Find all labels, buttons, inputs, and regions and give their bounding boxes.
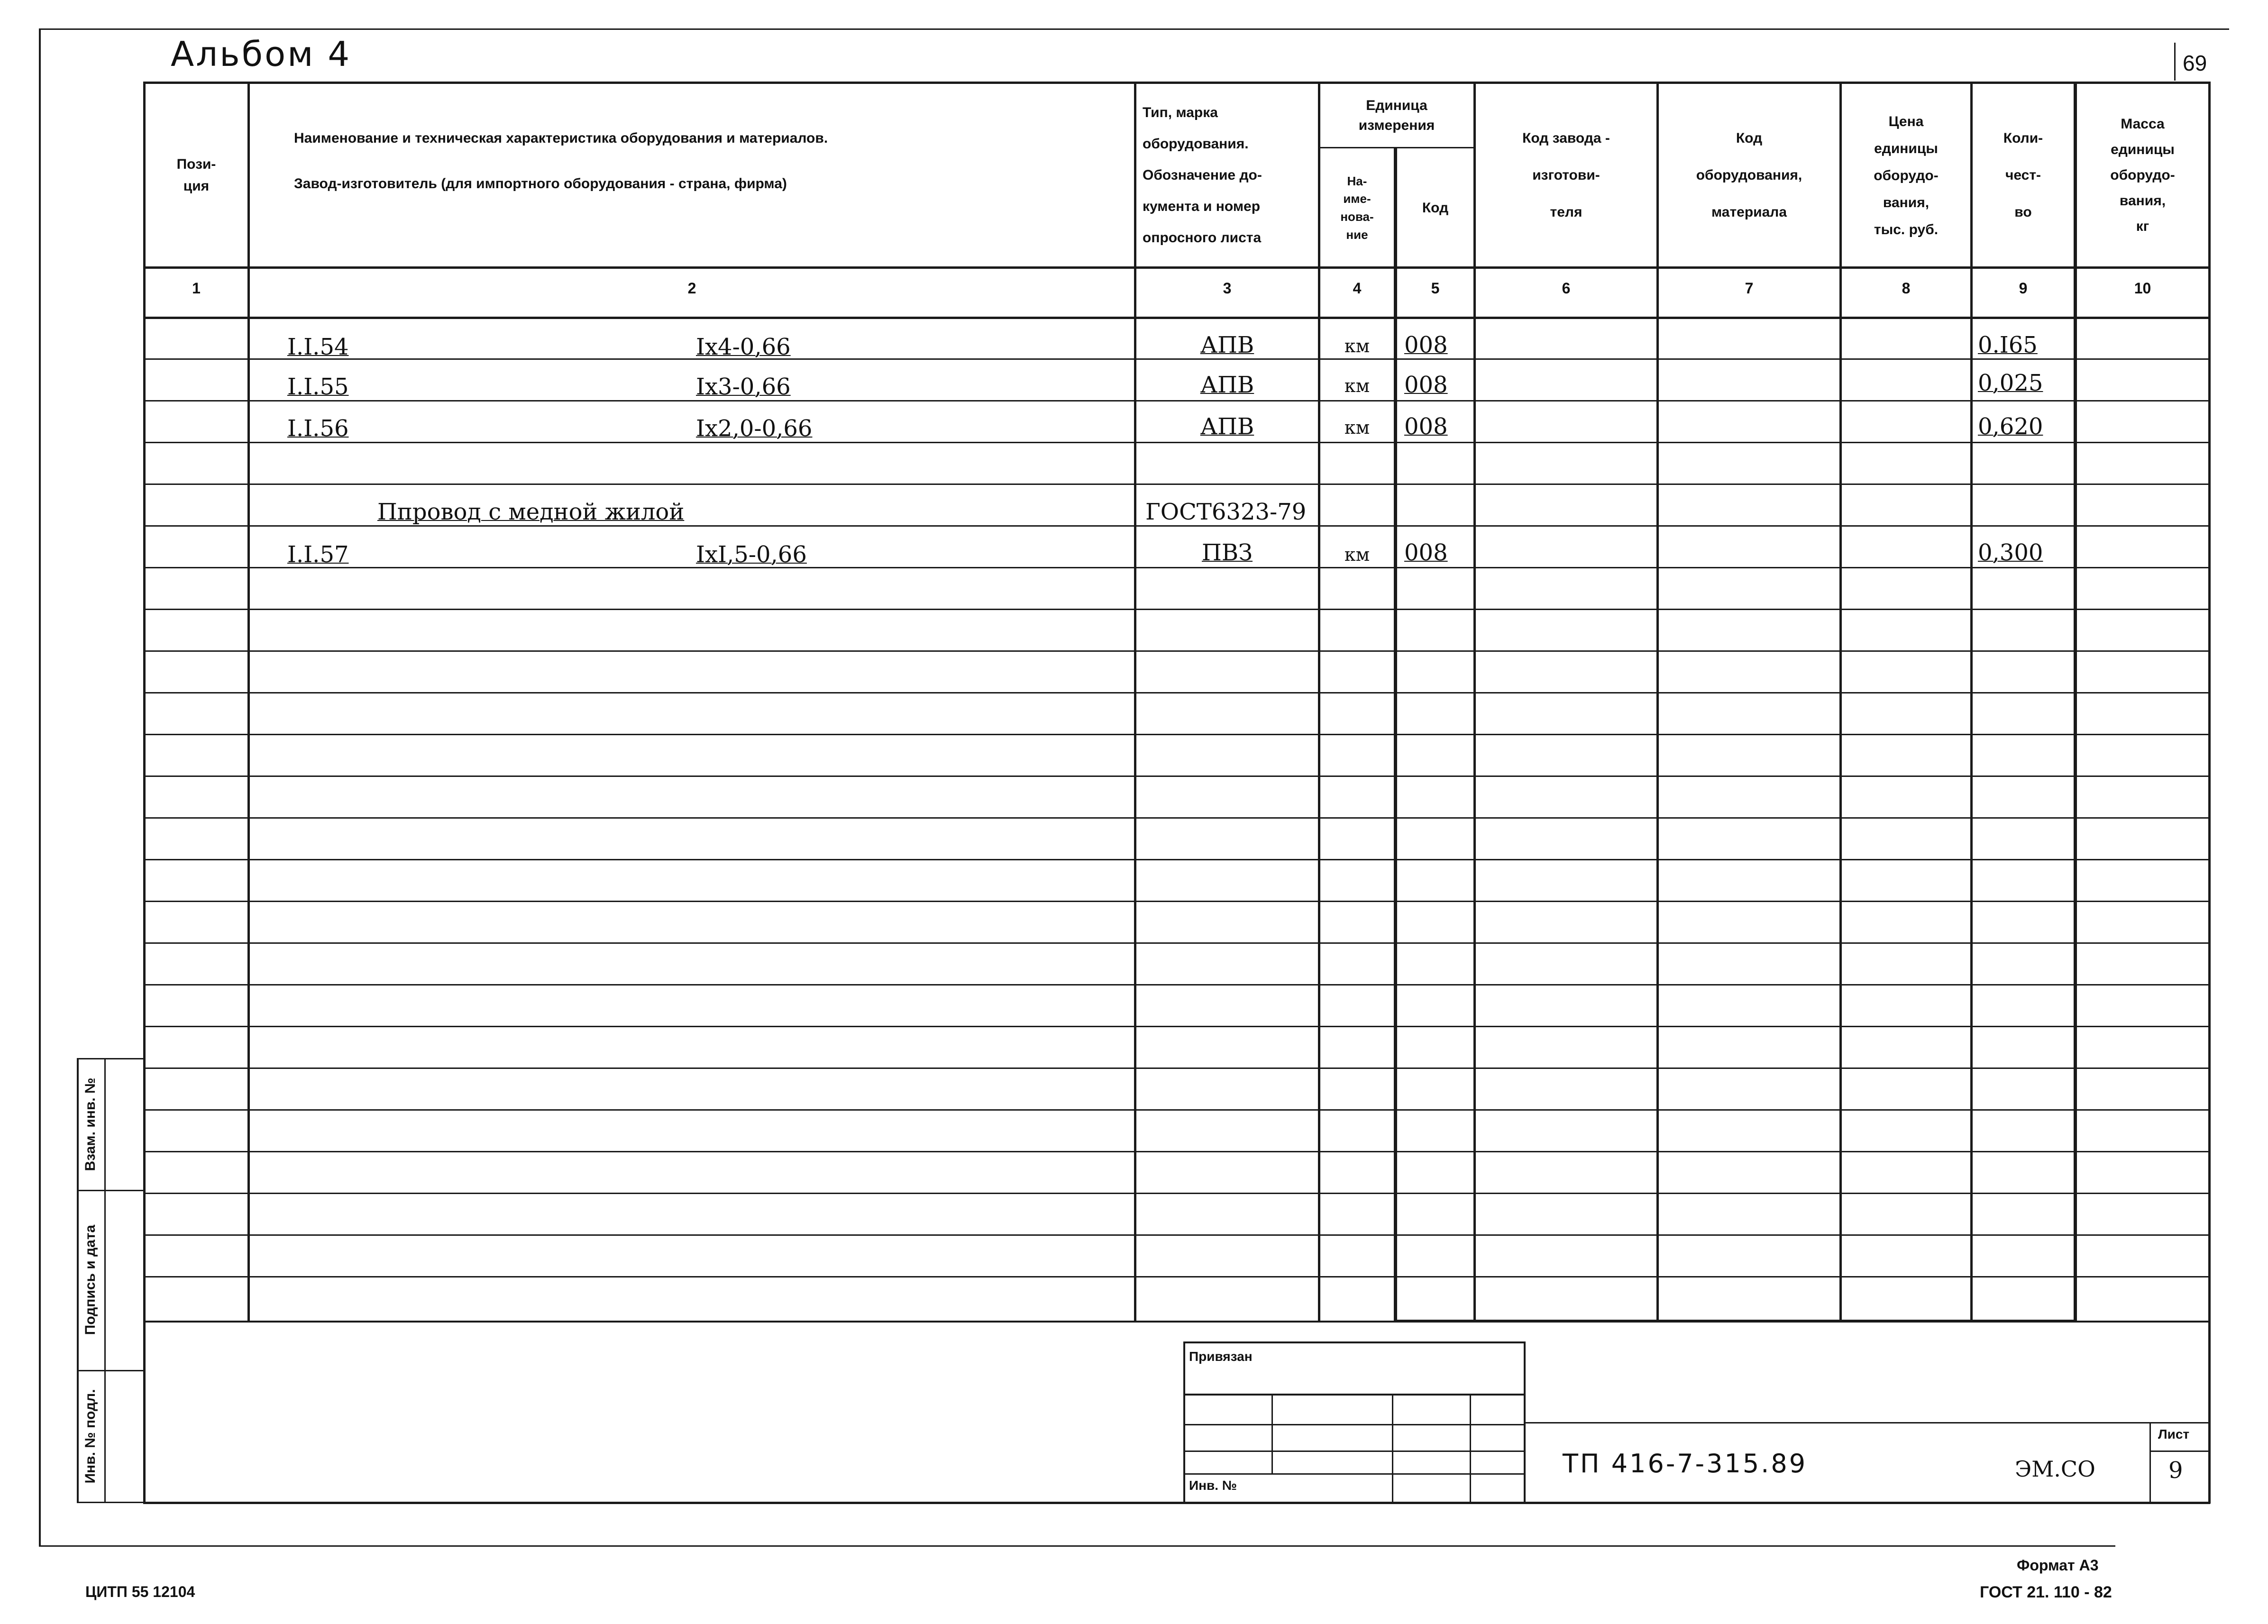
row-code: 008 — [1404, 332, 1448, 358]
footer-format: Формат А3 — [2017, 1557, 2099, 1574]
frame-left — [39, 28, 41, 1545]
side-label-inv-original: Инв. № подл. — [82, 1389, 98, 1484]
row-type: ГОСТ6323-79 — [1145, 499, 1307, 525]
stamp-doc-code: ЭМ.СО — [2015, 1456, 2095, 1482]
row-quantity: 0,620 — [1978, 413, 2043, 440]
page-number-divider — [2174, 43, 2176, 81]
row-unit: км — [1344, 375, 1370, 396]
album-label: Альбом 4 — [171, 34, 352, 74]
col-number-7: 7 — [1745, 280, 1754, 297]
row-type: АПВ — [1200, 413, 1254, 440]
row-type: ПВЗ — [1201, 539, 1253, 566]
footer-left: ЦИТП 55 12104 — [85, 1583, 195, 1600]
row-code: 008 — [1404, 539, 1448, 566]
frame-top — [39, 28, 2229, 30]
row-quantity: 0,025 — [1978, 370, 2043, 396]
row-unit: км — [1344, 336, 1370, 356]
row-quantity: 0,300 — [1978, 539, 2043, 566]
col-number-10: 10 — [2134, 280, 2151, 297]
header-unit-code: Код — [1422, 200, 1449, 216]
header-name-line2: Завод-изготовитель (для импортного оборудования - страна, фирма) — [294, 176, 787, 192]
header-factory-code: Код завода - изготови- теля — [1522, 130, 1610, 220]
header-unit: Единица измерения — [1358, 98, 1435, 133]
frame-bottom — [39, 1545, 2115, 1547]
section-heading: Ппровод с медной жилой — [377, 499, 685, 525]
header-position: Пози- ция — [176, 156, 216, 194]
col-number-6: 6 — [1562, 280, 1571, 297]
col-number-4: 4 — [1353, 280, 1362, 297]
row-unit: км — [1344, 544, 1370, 565]
col-number-1: 1 — [192, 280, 201, 297]
header-price: Цена единицы оборудо- вания, тыс. руб. — [1874, 113, 1939, 237]
side-label-signature-date: Подпись и дата — [82, 1224, 98, 1335]
row-type: АПВ — [1200, 372, 1254, 398]
col-number-9: 9 — [2019, 280, 2028, 297]
col-number-5: 5 — [1431, 280, 1440, 297]
header-equipment-code: Код оборудования, материала — [1696, 130, 1802, 220]
footer-gost: ГОСТ 21. 110 - 82 — [1980, 1583, 2112, 1601]
header-name-line1: Наименование и техническая характеристика оборудования и материалов. — [294, 130, 828, 146]
row-code: 008 — [1404, 413, 1448, 440]
row-quantity: 0.I65 — [1978, 332, 2038, 358]
row-spec: Iх3-0,66 — [696, 374, 791, 400]
col-number-2: 2 — [687, 280, 696, 297]
header-quantity: Коли- чест- во — [2003, 130, 2043, 220]
row-position: I.I.56 — [287, 415, 349, 442]
row-code: 008 — [1404, 372, 1448, 398]
row-position: I.I.57 — [287, 541, 349, 568]
col-number-3: 3 — [1223, 280, 1232, 297]
header-type: Тип, марка оборудования. Обозначение до- кумента и номер опросного листа — [1143, 105, 1262, 246]
row-position: I.I.54 — [287, 334, 349, 360]
row-spec: IхI,5-0,66 — [696, 541, 807, 568]
row-position: I.I.55 — [287, 374, 349, 400]
header-unit-name: На- име- нова- ние — [1340, 173, 1374, 242]
page-number: 69 — [2183, 51, 2207, 75]
stamp-inv-no-label: Инв. № — [1189, 1478, 1237, 1493]
col-number-8: 8 — [1902, 280, 1911, 297]
row-type: АПВ — [1200, 332, 1254, 358]
side-label-replace-inv: Взам. инв. № — [82, 1077, 98, 1171]
stamp-sheet-number: 9 — [2168, 1457, 2183, 1484]
row-spec: Iх4-0,66 — [696, 334, 791, 360]
header-name — [294, 119, 1128, 204]
stamp-doc-number: ТП 416-7-315.89 — [1563, 1449, 1808, 1478]
header-mass: Масса единицы оборудо- вания, кг — [2110, 116, 2175, 234]
row-spec: Iх2,0-0,66 — [696, 415, 813, 442]
stamp-bound-label: Привязан — [1189, 1349, 1253, 1364]
row-unit: км — [1344, 417, 1370, 438]
stamp-sheet-label: Лист — [2158, 1427, 2190, 1442]
